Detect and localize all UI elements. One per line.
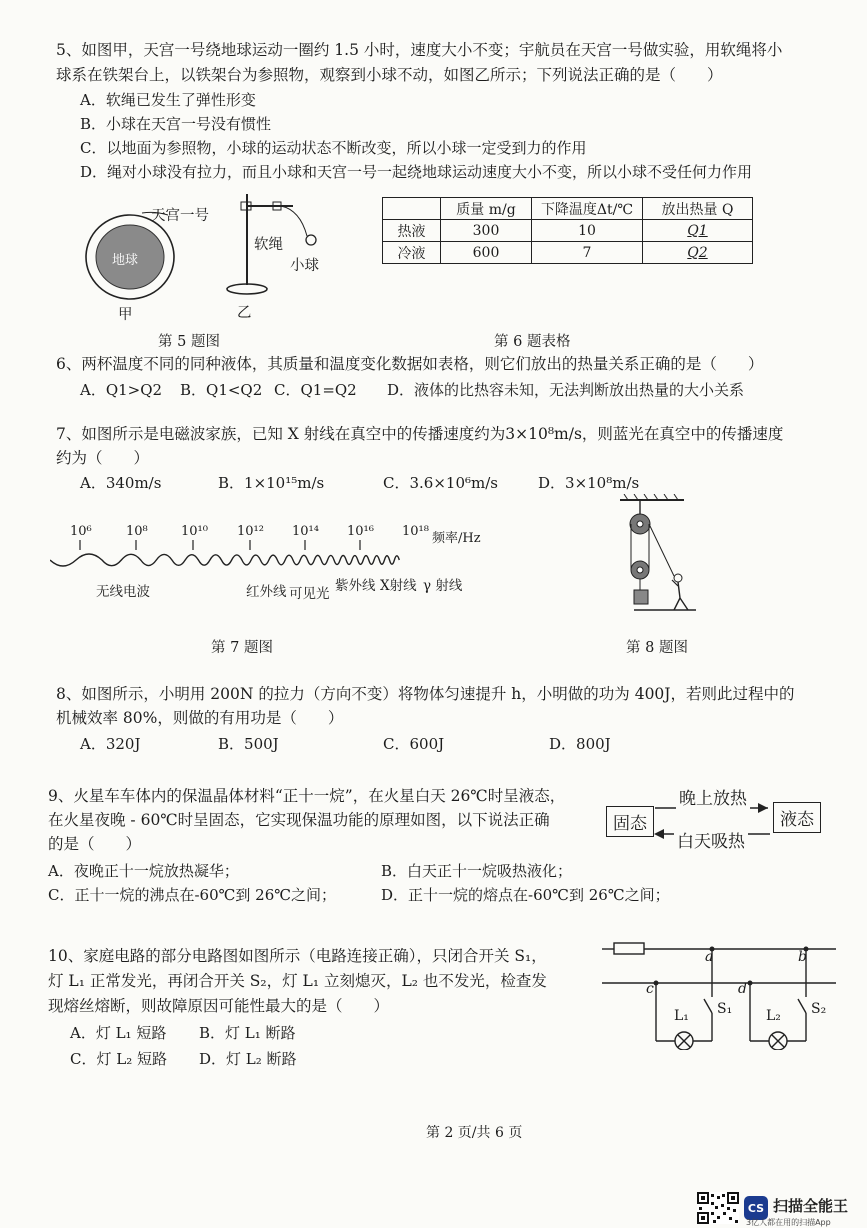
q7-stem-line2: 约为（ ）: [56, 449, 150, 467]
q9-stem-line2: 在火星夜晚 - 60℃时呈固态，它实现保温功能的原理如图，以下说法正确: [48, 811, 550, 829]
freq-label: 10¹⁴: [292, 524, 319, 539]
q9-option-b: B．白天正十一烷吸热液化；: [381, 862, 573, 880]
q5-label-tiangong: 天宫一号: [151, 208, 209, 224]
camscanner-logo-icon: CS: [744, 1196, 768, 1220]
q6-option-d: D．液体的比热容未知，无法判断放出热量的大小关系: [387, 381, 745, 399]
q6-data-table: [382, 197, 753, 264]
q5-label-earth: 地球: [112, 253, 139, 268]
freq-label: 10¹²: [237, 524, 264, 539]
freq-unit-label: 频率/Hz: [432, 531, 481, 546]
q10-option-a: A．灯 L₁ 短路: [70, 1024, 167, 1042]
q7-option-a: A．340m/s: [80, 474, 162, 492]
q10-stem-line1: 10、家庭电路的部分电路图如图所示（电路连接正确），只闭合开关 S₁，: [48, 947, 547, 965]
table-cell: 热液: [383, 220, 441, 242]
circuit-lamp1-label: L₁: [674, 1008, 689, 1024]
q6-stem: 6、两杯温度不同的同种液体，其质量和温度变化数据如表格，则它们放出的热量关系正确的是（ ）: [56, 355, 764, 373]
q6-option-a: A．Q1>Q2: [80, 381, 163, 399]
q9-box-liquid: 液态: [773, 802, 821, 833]
freq-label: 10¹⁶: [347, 524, 374, 539]
q5-option-d: D．绳对小球没有拉力，而且小球和天宫一号一起绕地球运动速度大小不变，所以小球不受任何力作用: [80, 163, 753, 181]
q8-option-d: D．800J: [549, 735, 611, 753]
circuit-point-c: c: [646, 981, 654, 997]
band-visible-label: 可见光: [289, 586, 330, 602]
circuit-switch1-label: S₁: [717, 1001, 733, 1017]
circuit-point-a: a: [705, 949, 714, 965]
table-cell: 7: [532, 242, 643, 264]
q7-option-c: C．3.6×10⁶m/s: [383, 474, 498, 492]
table-header-cell: 下降温度Δt/℃: [532, 198, 643, 220]
band-uv-label: 紫外线: [335, 578, 376, 594]
freq-label: 10¹⁸: [402, 524, 429, 539]
page-number: 第 2 页/共 6 页: [426, 1125, 523, 1141]
q9-stem-line1: 9、火星车车体内的保温晶体材料“正十一烷”，在火星白天 26℃时呈液态，: [48, 787, 566, 805]
q5-stem-line1: 5、如图甲，天宫一号绕地球运动一圈约 1.5 小时，速度大小不变；宇航员在天宫一号做实验，用软绳将小: [56, 41, 783, 59]
q5-label-rope: 软绳: [254, 237, 283, 253]
q9-stem-line3: 的是（ ）: [48, 835, 142, 853]
q5-stem-line2: 球系在铁架台上，以铁架台为参照物，观察到小球不动，如图乙所示；下列说法正确的是（ ）: [56, 66, 723, 84]
table-cell: 冷液: [383, 242, 441, 264]
q8-stem-line2: 机械效率 80%，则做的有用功是（ ）: [56, 709, 344, 727]
band-ir-label: 红外线: [246, 584, 287, 600]
q10-option-d: D．灯 L₂ 断路: [199, 1050, 297, 1068]
q9-box-solid: 固态: [606, 806, 654, 837]
scanner-app-tagline: 3亿人都在用的扫描App: [746, 1218, 831, 1227]
q5-option-a: A．软绳已发生了弹性形变: [80, 91, 256, 109]
q5-option-b: B．小球在天宫一号没有惯性: [80, 115, 272, 133]
q9-arrow-day-label: 白天吸热: [674, 827, 748, 852]
table-cell: 600: [441, 242, 532, 264]
q8-option-a: A．320J: [80, 735, 141, 753]
q8-caption: 第 8 题图: [626, 640, 688, 656]
q10-stem-line2: 灯 L₁ 正常发光，再闭合开关 S₂，灯 L₁ 立刻熄灭，L₂ 也不发光，检查发: [48, 972, 547, 990]
table-cell: Q2: [643, 242, 753, 264]
table-cell: 300: [441, 220, 532, 242]
q5-label-yi: 乙: [237, 305, 252, 321]
q10-option-c: C．灯 L₂ 短路: [70, 1050, 167, 1068]
freq-label: 10⁸: [126, 524, 148, 539]
q7-option-d: D．3×10⁸m/s: [538, 474, 640, 492]
table-cell: Q1: [643, 220, 753, 242]
q5-label-jia: 甲: [118, 307, 133, 323]
circuit-switch2-label: S₂: [811, 1001, 827, 1017]
freq-label: 10¹⁰: [181, 524, 208, 539]
q6-option-c: C．Q1=Q2: [274, 381, 357, 399]
q5-caption: 第 5 题图: [158, 334, 220, 350]
q9-arrow-night-label: 晚上放热: [676, 784, 750, 809]
freq-label: 10⁶: [70, 524, 92, 539]
table-header-cell: 放出热量 Q: [643, 198, 753, 220]
q7-caption: 第 7 题图: [211, 640, 273, 656]
q8-stem-line1: 8、如图所示，小明用 200N 的拉力（方向不变）将物体匀速提升 h，小明做的功为 400J，若则此过程中的: [56, 685, 795, 703]
q6-table-caption: 第 6 题表格: [494, 334, 571, 350]
q8-option-c: C．600J: [383, 735, 445, 753]
q7-option-b: B．1×10¹⁵m/s: [218, 474, 325, 492]
q5-option-c: C．以地面为参照物，小球的运动状态不断改变，所以小球一定受到力的作用: [80, 139, 587, 157]
q9-option-a: A．夜晚正十一烷放热凝华；: [48, 862, 239, 880]
q6-option-b: B．Q1<Q2: [180, 381, 263, 399]
table-header-cell: [383, 198, 441, 220]
table-header-row: [383, 198, 753, 220]
table-header-cell: 质量 m/g: [441, 198, 532, 220]
qr-code-icon: [697, 1192, 739, 1224]
circuit-lamp2-label: L₂: [766, 1008, 781, 1024]
band-radio-label: 无线电波: [96, 584, 150, 600]
table-row: [383, 220, 753, 242]
circuit-point-b: b: [798, 949, 807, 965]
scanner-app-name: 扫描全能王: [773, 1197, 849, 1215]
q9-option-c: C．正十一烷的沸点在-60℃到 26℃之间；: [48, 886, 337, 904]
q10-option-b: B．灯 L₁ 断路: [199, 1024, 296, 1042]
band-gamma-label: γ 射线: [423, 578, 463, 594]
table-row: [383, 242, 753, 264]
q9-option-d: D．正十一烷的熔点在-60℃到 26℃之间；: [381, 886, 670, 904]
circuit-point-d: d: [738, 981, 747, 997]
q5-label-ball: 小球: [290, 258, 319, 274]
table-cell: 10: [532, 220, 643, 242]
band-x-label: X射线: [380, 578, 417, 594]
q7-stem-line1: 7、如图所示是电磁波家族，已知 X 射线在真空中的传播速度约为3×10⁸m/s，则蓝光在真空中的传播速度: [56, 425, 784, 443]
q8-pulley-figure: [612, 494, 702, 614]
q8-option-b: B．500J: [218, 735, 279, 753]
q10-stem-line3: 现熔丝熔断，则故障原因可能性最大的是（ ）: [48, 997, 390, 1015]
